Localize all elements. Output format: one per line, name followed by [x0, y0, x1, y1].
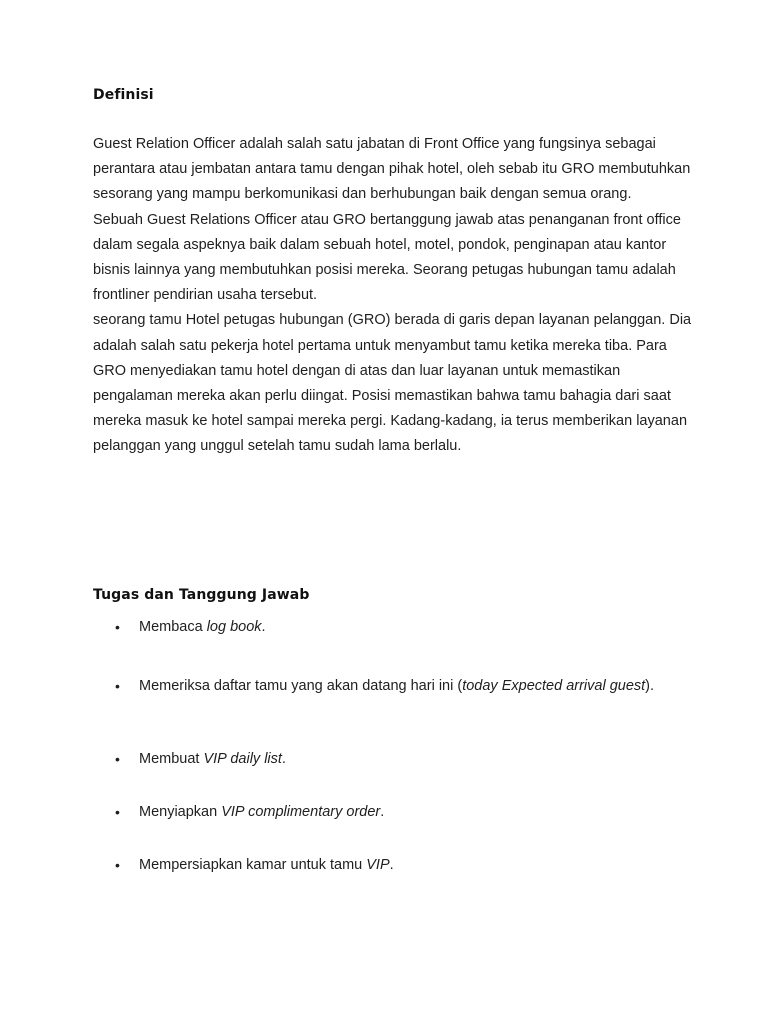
- bullet-icon: •: [115, 804, 120, 820]
- item-italic: today Expected arrival guest: [462, 678, 646, 694]
- item-suffix: .: [389, 857, 394, 873]
- bullet-icon: •: [115, 751, 120, 767]
- bullet-icon: •: [115, 619, 120, 635]
- list-item: [93, 855, 693, 877]
- list-item: [93, 802, 693, 855]
- list-item: [93, 676, 693, 749]
- item-italic: VIP daily list: [203, 751, 282, 767]
- item-suffix: .: [261, 619, 266, 635]
- item-suffix: .: [380, 804, 385, 820]
- definisi-body: [93, 132, 693, 460]
- paragraph: seorang tamu Hotel petugas hubungan (GRO) berada di garis depan layanan pelanggan. Dia adalah salah satu pekerja hotel pertama untuk menyambut tamu ketika mereka tiba. Para GRO menyediakan tamu hotel dengan di atas dan luar layanan untuk memastikan pengalaman mereka akan perlu diingat. Posisi memastikan bahwa tamu bahagia dari saat mereka masuk ke hotel sampai mereka pergi. Kadang-kadang, ia terus memberikan layanan pelanggan yang unggul setelah tamu sudah lama berlalu.: [93, 312, 692, 455]
- item-text: Menyiapkan: [139, 804, 222, 820]
- item-italic: log book: [206, 619, 262, 635]
- section-heading-definisi: Definisi: [93, 87, 154, 103]
- paragraph: Guest Relation Officer adalah salah satu jabatan di Front Office yang fungsinya sebagai perantara atau jembatan antara tamu dengan pihak hotel, oleh sebab itu GRO membutuhkan sesorang yang mampu berkomunikasi dan berhubungan baik dengan semua orang.: [93, 136, 691, 203]
- list-item: [93, 617, 693, 676]
- bullet-icon: •: [115, 678, 120, 694]
- task-list: [93, 617, 693, 877]
- section-heading-tugas: Tugas dan Tanggung Jawab: [93, 587, 310, 603]
- item-suffix: ).: [645, 678, 655, 694]
- bullet-icon: •: [115, 857, 120, 873]
- item-italic: VIP: [366, 857, 390, 873]
- item-italic: VIP complimentary order: [221, 804, 381, 820]
- item-text: Mempersiapkan kamar untuk tamu: [139, 857, 367, 873]
- item-text: Membaca: [139, 619, 207, 635]
- item-text: Memeriksa daftar tamu yang akan datang hari ini (: [139, 678, 463, 694]
- item-suffix: .: [281, 751, 286, 767]
- paragraph: Sebuah Guest Relations Officer atau GRO bertanggung jawab atas penanganan front office dalam segala aspeknya baik dalam sebuah hotel, motel, pondok, penginapan atau kantor bisnis lainnya yang membutuhkan posisi mereka. Seorang petugas hubungan tamu adalah frontliner pendirian usaha tersebut.: [93, 211, 681, 304]
- item-text: Membuat: [139, 751, 204, 767]
- list-item: [93, 749, 693, 802]
